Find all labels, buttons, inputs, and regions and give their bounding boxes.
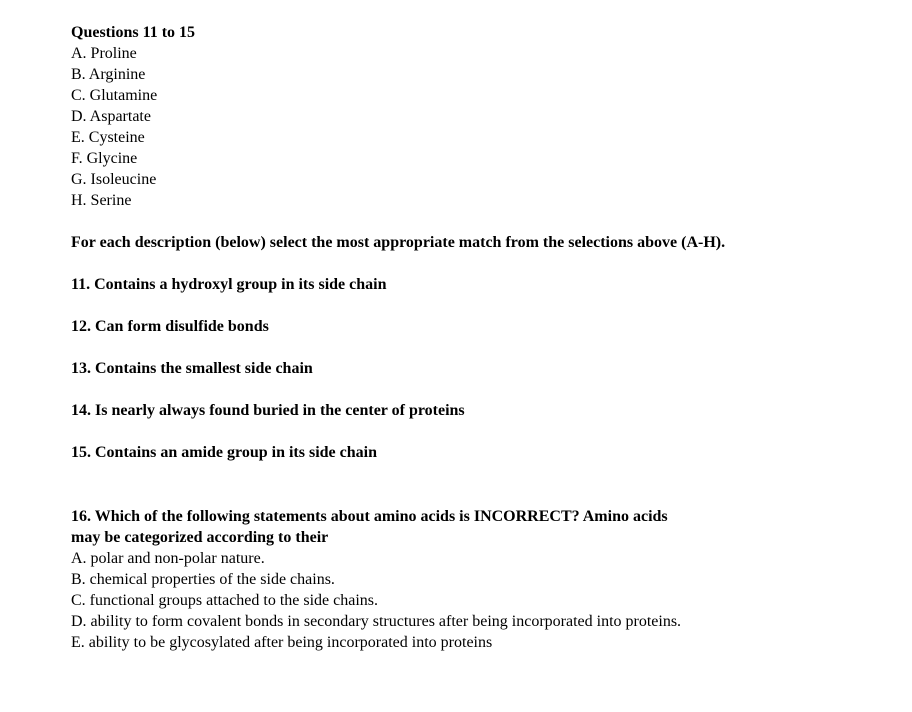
document-page [71,22,891,653]
question-list [71,274,891,463]
instructions: For each description (below) select the most appropriate match from the selections above (A-H). [71,234,726,251]
question-12: 12. Can form disulfide bonds [71,318,269,335]
choice-item: E. Cysteine [71,129,145,146]
question-16-stem-line1: 16. Which of the following statements about amino acids is INCORRECT? Amino acids [71,508,668,525]
question-16-option: D. ability to form covalent bonds in secondary structures after being incorporated into proteins. [71,613,682,630]
question-11: 11. Contains a hydroxyl group in its side chain [71,276,387,293]
question-16-option: C. functional groups attached to the side chains. [71,592,379,609]
question-16-option: A. polar and non-polar nature. [71,550,265,567]
question-15: 15. Contains an amide group in its side chain [71,444,377,461]
choice-list [71,43,891,211]
question-16 [71,506,891,653]
question-16-option: B. chemical properties of the side chains. [71,571,335,588]
choice-item: H. Serine [71,192,132,209]
section-heading: Questions 11 to 15 [71,24,196,41]
question-16-stem-line2: may be categorized according to their [71,529,329,546]
choice-item: A. Proline [71,45,137,62]
question-16-option: E. ability to be glycosylated after being incorporated into proteins [71,634,493,651]
choice-item: G. Isoleucine [71,171,157,188]
choice-item: D. Aspartate [71,108,151,125]
question-13: 13. Contains the smallest side chain [71,360,313,377]
question-14: 14. Is nearly always found buried in the center of proteins [71,402,465,419]
choice-item: B. Arginine [71,66,146,83]
choice-item: C. Glutamine [71,87,158,104]
choice-item: F. Glycine [71,150,138,167]
